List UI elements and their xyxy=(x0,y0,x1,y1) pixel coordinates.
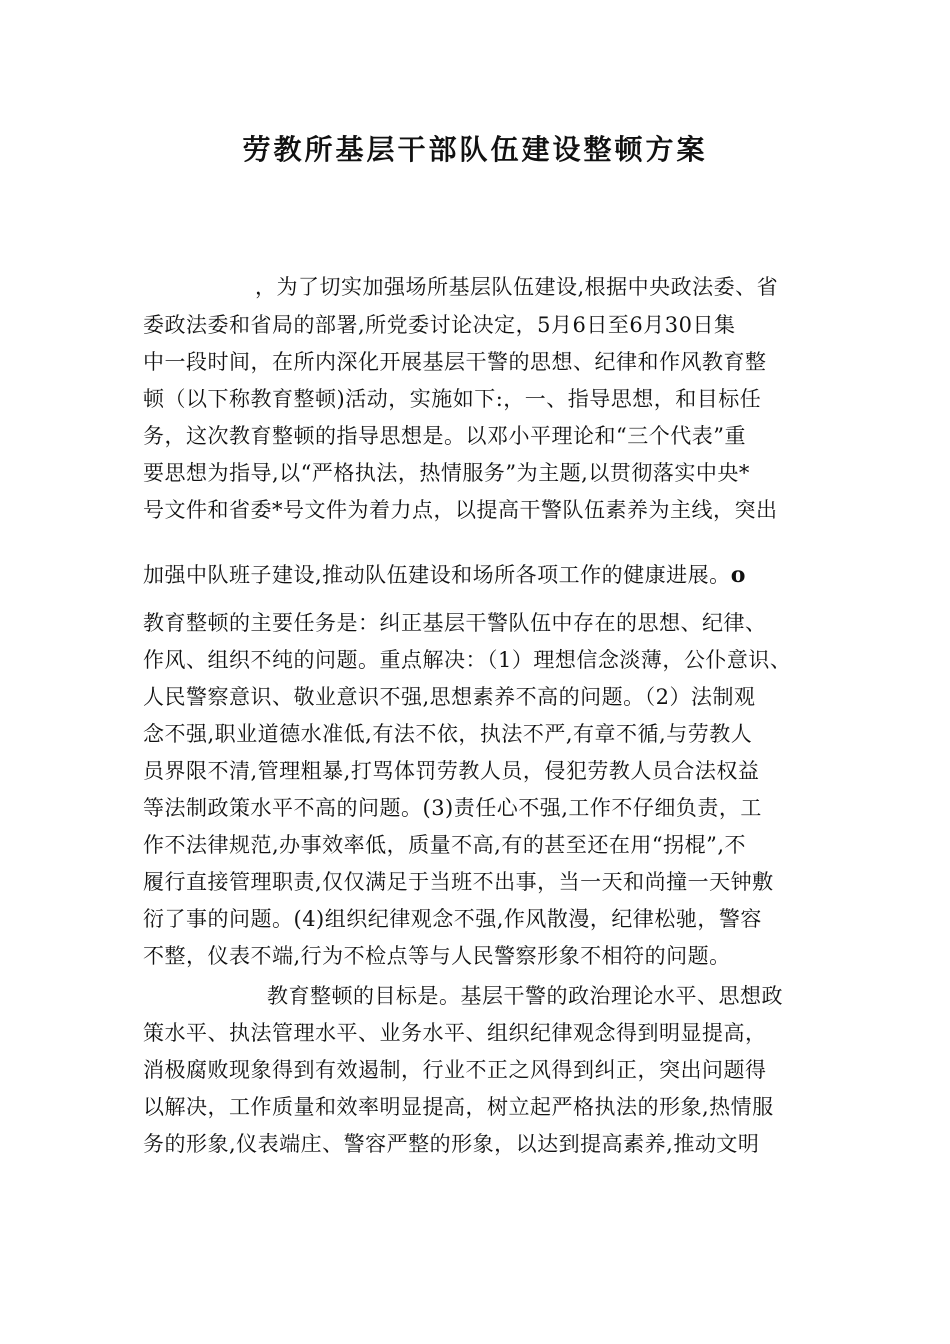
body-line: 顿（以下称教育整顿)活动，实施如下:，一、指导思想，和目标任 xyxy=(143,387,762,411)
body-line: 等法制政策水平不高的问题。(3)责任心不强,工作不仔细负责，工 xyxy=(143,796,762,820)
body-line: 衍了事的问题。(4)组织纪律观念不强,作风散漫，纪律松驰，警容 xyxy=(143,907,762,931)
body-line xyxy=(143,560,823,590)
stray-mark: o xyxy=(730,562,746,588)
body-line: 以解决，工作质量和效率明显提高，树立起严格执法的形象,热情服 xyxy=(143,1095,774,1119)
body-line: 教育整顿的主要任务是：纠正基层干警队伍中存在的思想、纪律、 xyxy=(143,611,767,635)
body-line: 消极腐败现象得到有效遏制，行业不正之风得到纠正，突出问题得 xyxy=(143,1058,767,1082)
body-line: 教育整顿的目标是。基层干警的政治理论水平、思想政 xyxy=(267,984,783,1008)
body-line: 中一段时间，在所内深化开展基层干警的思想、纪律和作风教育整 xyxy=(143,350,767,374)
body-line: ，为了切实加强场所基层队伍建设,根据中央政法委、省 xyxy=(255,275,779,299)
body-line: 要思想为指导,以“严格执法，热情服务”为主题,以贯彻落实中央* xyxy=(143,461,750,485)
body-line: 策水平、执法管理水平、业务水平、组织纪律观念得到明显提高， xyxy=(143,1021,767,1045)
body-line: 委政法委和省局的部署,所党委讨论决定，5月6日至6月30日集 xyxy=(143,313,736,337)
body-line: 务的形象,仪表端庄、警容严整的形象，以达到提高素养,推动文明 xyxy=(143,1132,760,1156)
body-line: 务，这次教育整顿的指导思想是。以邓小平理论和“三个代表”重 xyxy=(143,424,746,448)
body-line: 员界限不清,管理粗暴,打骂体罚劳教人员，侵犯劳教人员合法权益 xyxy=(143,759,760,783)
body-line: 作不法律规范,办事效率低，质量不高,有的甚至还在用“拐棍”,不 xyxy=(143,833,746,857)
body-line-text: 加强中队班子建设,推动队伍建设和场所各项工作的健康进展。 xyxy=(143,563,731,587)
document-title: 劳教所基层干部队伍建设整顿方案 xyxy=(242,133,708,166)
body-line: 作风、组织不纯的问题。重点解决：（1）理想信念淡薄，公仆意识、 xyxy=(143,648,792,672)
body-line: 念不强,职业道德水准低,有法不依，执法不严,有章不循,与劳教人 xyxy=(143,722,753,746)
body-line: 号文件和省委*号文件为着力点，以提高干警队伍素养为主线，突出 xyxy=(143,498,778,522)
body-line: 不整，仪表不端,行为不检点等与人民警察形象不相符的问题。 xyxy=(143,944,731,968)
body-line: 履行直接管理职责,仅仅满足于当班不出事，当一天和尚撞一天钟敷 xyxy=(143,870,774,894)
body-line: 人民警察意识、敬业意识不强,思想素养不高的问题。（2）法制观 xyxy=(143,685,756,709)
